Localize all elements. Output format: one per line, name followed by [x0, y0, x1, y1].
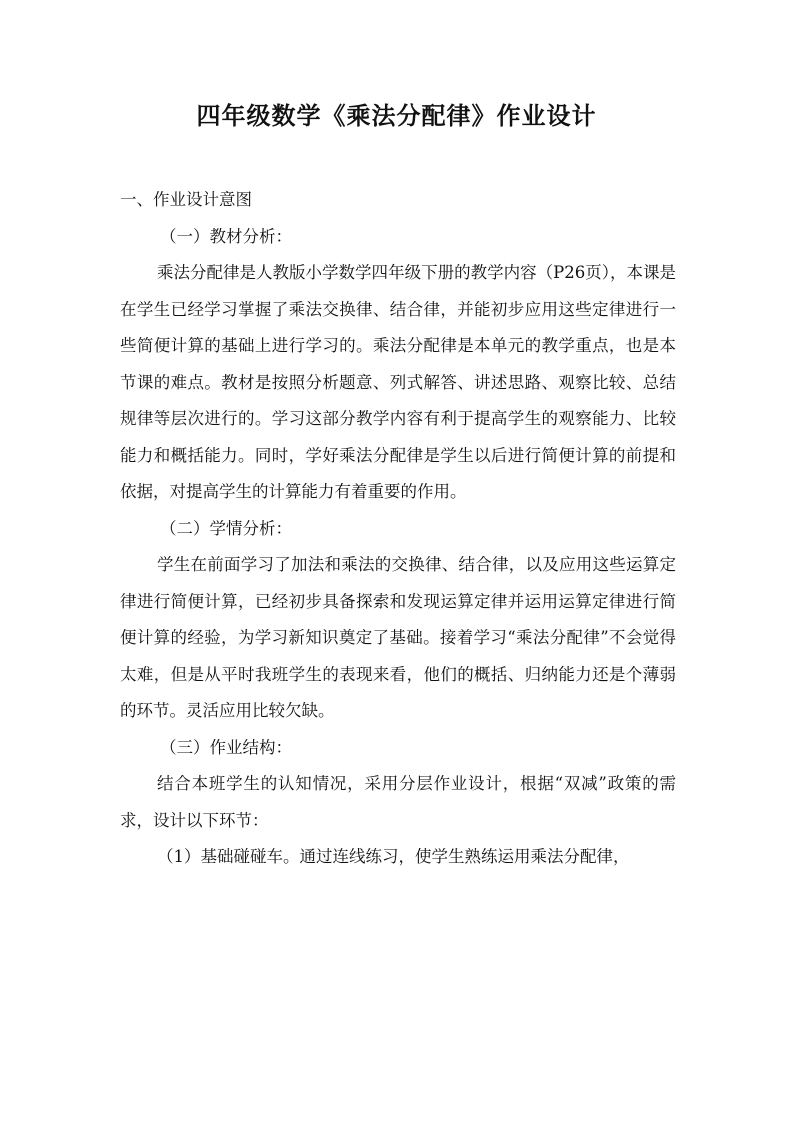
paragraph-textbook-analysis: 乘法分配律是人教版小学数学四年级下册的教学内容（P26页），本课是在学生已经学习掌握了乘法交换律、结合律，并能初步应用这些定律进行一些简便计算的基础上进行学习的。乘法分配律是本单元的教学重点，也是本节课的难点。教材是按照分析题意、列式解答、讲述思路、观察比较、总结规律等层次进行的。学习这部分教学内容有利于提高学生的观察能力、比较能力和概括能力。同时，学好乘法分配律是学生以后进行简便计算的前提和依据，对提高学生的计算能力有着重要的作用。: [120, 263, 676, 501]
subheading-student-analysis: （二）学情分析：: [160, 518, 292, 538]
paragraph-homework-structure: 结合本班学生的认知情况，采用分层作业设计，根据“双减”政策的需求，设计以下环节：: [120, 774, 676, 830]
subheading-homework-structure: （三）作业结构：: [160, 737, 292, 757]
section-heading-intent: 一、作业设计意图: [120, 190, 252, 209]
page-title: 四年级数学《乘法分配律》作业设计: [196, 102, 597, 130]
subheading-textbook-analysis: （一）教材分析：: [160, 226, 292, 246]
paragraph-student-analysis: 学生在前面学习了加法和乘法的交换律、结合律，以及应用这些运算定律进行简便计算，已经初步具备探索和发现运算定律并运用运算定律进行简便计算的经验，为学习新知识奠定了基础。接着学习“乘法分配律”不会觉得太难，但是从平时我班学生的表现来看，他们的概括、归纳能力还是个薄弱的环节。灵活应用比较欠缺。: [120, 555, 676, 720]
list-item-basic: （1）基础碰碰车。通过连线练习，使学生熟练运用乘法分配律，: [157, 847, 630, 866]
document-body: [120, 182, 676, 876]
